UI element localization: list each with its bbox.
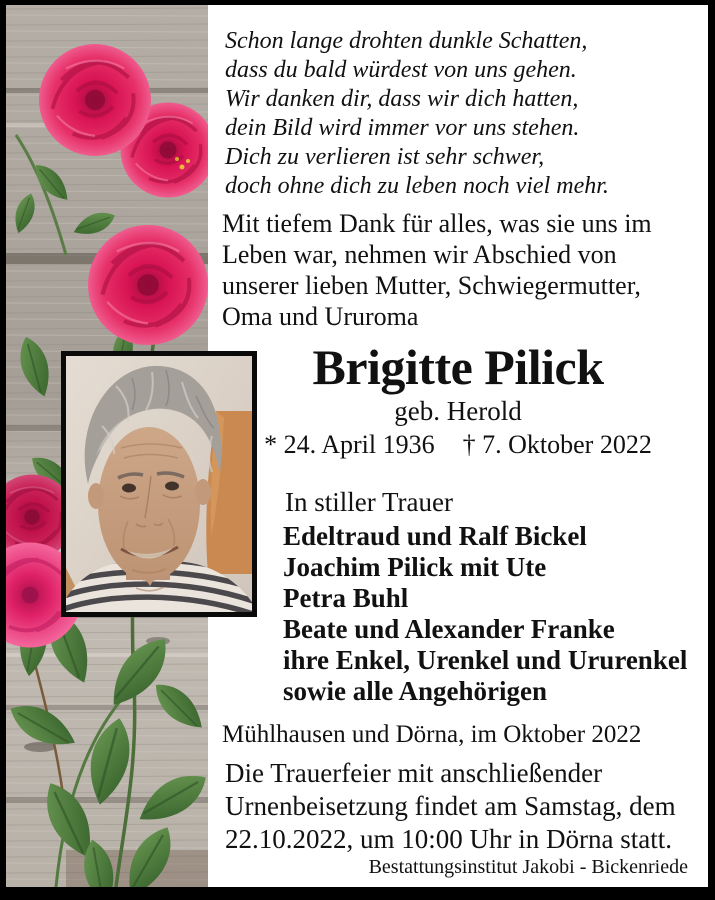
poem-line: Schon lange drohten dunkle Schatten, [225,28,588,54]
maiden-name: geb. Herold [394,396,522,426]
poem-line: dein Bild wird immer vor uns stehen. [225,115,580,141]
mourner-line: ihre Enkel, Urenkel und Ururenkel [283,645,688,675]
farewell-line: Leben war, nehmen wir Abschied von [222,240,617,269]
birth-date: * 24. April 1936 [264,430,435,459]
mourner-line: Petra Buhl [283,583,409,613]
poem-line: dass du bald würdest von uns gehen. [225,57,577,83]
deceased-name: Brigitte Pilick [312,339,604,395]
obituary-text [208,5,708,887]
farewell-line: Oma und Ururoma [222,302,419,331]
mourner-line: Joachim Pilick mit Ute [283,552,547,582]
funeral-line: 22.10.2022, um 10:00 Uhr in Dörna statt. [225,824,672,854]
farewell-paragraph [222,208,652,332]
funeral-announcement [225,757,676,856]
poem-line: Wir danken dir, dass wir dich hatten, [225,86,579,112]
farewell-line: unserer lieben Mutter, Schwiegermutter, [222,271,641,300]
photo-warm-tint [66,356,252,612]
funeral-home-credit: Bestattungsinstitut Jakobi - Bickenriede [368,856,688,878]
funeral-line: Urnenbeisetzung findet am Samstag, dem [225,791,676,821]
poem-line: doch ohne dich zu leben noch viel mehr. [225,173,609,199]
mourner-line: Edeltraud und Ralf Bickel [283,521,587,551]
poem-line: Dich zu verlieren ist sehr schwer, [225,144,545,170]
place-and-date: Mühlhausen und Dörna, im Oktober 2022 [222,721,642,748]
mourner-line: Beate und Alexander Franke [283,614,615,644]
mourning-intro: In stiller Trauer [285,487,453,517]
death-date: † 7. Oktober 2022 [462,430,652,459]
mourners-list [283,521,687,707]
funeral-line: Die Trauerfeier mit anschließender [225,758,603,788]
memorial-poem [225,27,609,201]
portrait-photo-art [66,356,252,612]
portrait-photo [61,351,257,617]
life-dates [208,430,708,460]
mourner-line: sowie alle Angehörigen [283,676,547,706]
farewell-line: Mit tiefem Dank für alles, was sie uns im [222,209,652,238]
